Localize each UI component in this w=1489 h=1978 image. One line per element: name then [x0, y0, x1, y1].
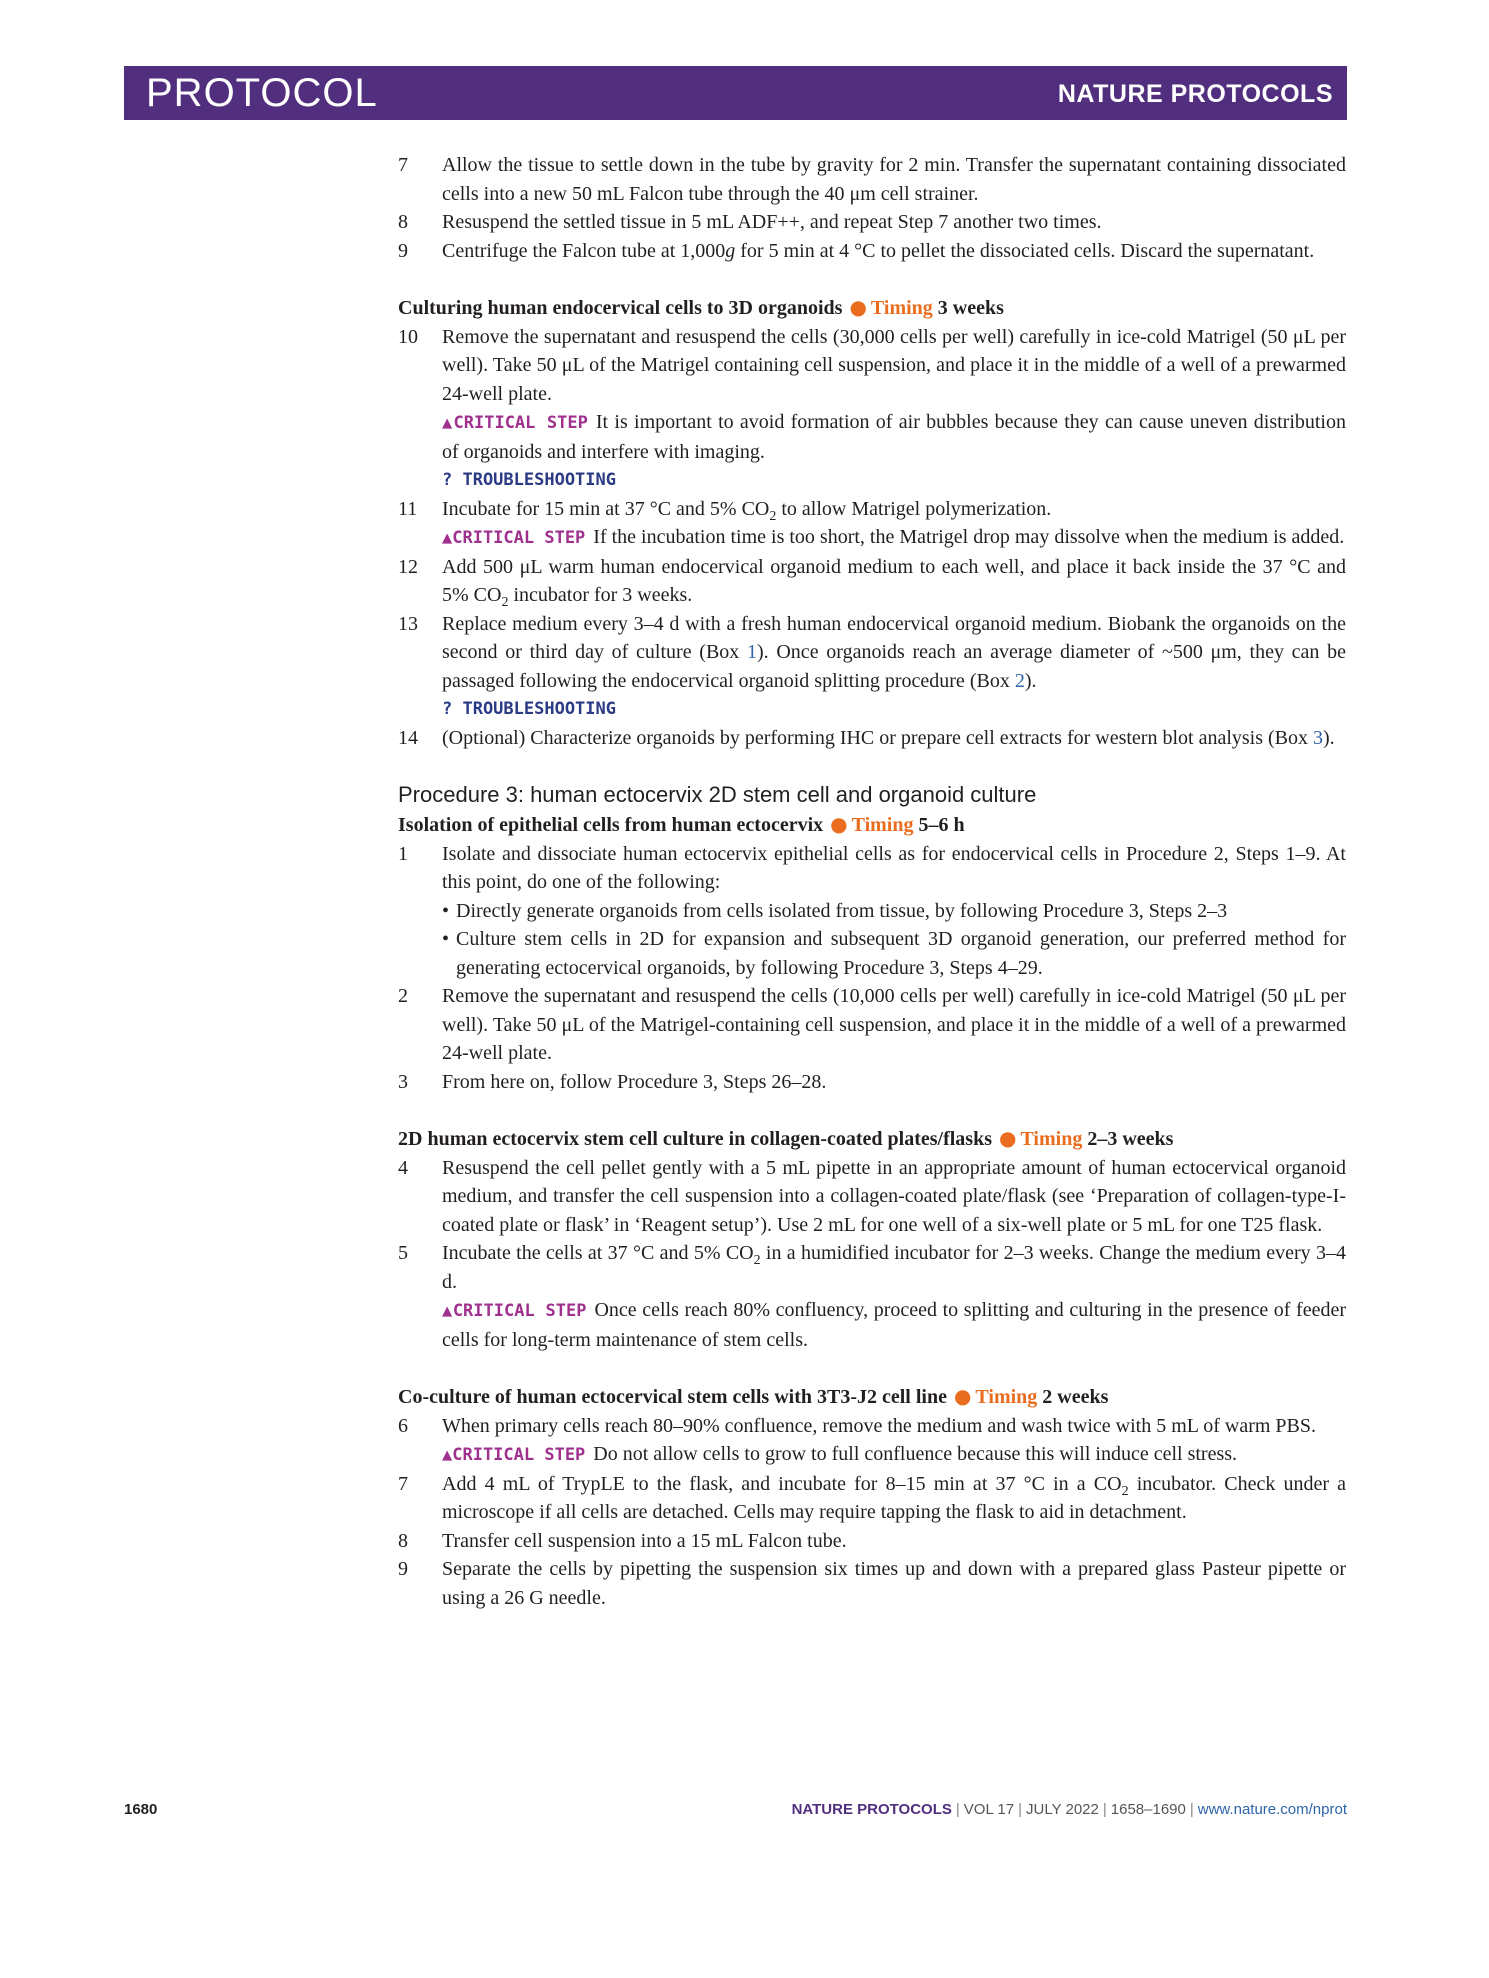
timing-label: Timing: [1020, 1128, 1083, 1150]
footer-separator: |: [955, 1801, 960, 1818]
step-text: Resuspend the settled tissue in 5 mL ADF++, and repeat Step 7 another two times.: [442, 211, 1102, 233]
step-text: Resuspend the cell pellet gently with a 5 mL pipette in an appropriate amount of human ectocervical organoid medium, and transfer the cell suspension into a collagen-coated plate/flask (see ‘Preparation of collagen-type-I-coated plate or flask’ in ‘Reagent setup’). Use 2 mL for one well of a six-well plate or 5 mL for one T25 flask.: [442, 1156, 1346, 1236]
critical-step-label: ▲CRITICAL STEP: [442, 1445, 586, 1465]
page-header: [124, 66, 1347, 120]
step-text: ).: [1024, 669, 1037, 692]
procedure3-step-3: [398, 1068, 1346, 1097]
step-text: Add 500 μL warm human endocervical organoid medium to each well, and place it back inside the 37 °C and 5% CO: [442, 555, 1346, 606]
step-text: in a humidified incubator for 2–3 weeks. Change the medium every 3–4 d.: [442, 1242, 1346, 1293]
step-text: Centrifuge the Falcon tube at 1,000: [442, 239, 726, 262]
step-11: [398, 495, 1346, 524]
troubleshooting-label: ? TROUBLESHOOTING: [442, 699, 616, 719]
step-number: 8: [398, 211, 408, 233]
page-footer: [792, 1801, 1347, 1818]
step-number: 1: [398, 842, 408, 865]
footer-separator: |: [1102, 1801, 1107, 1818]
procedure3-step-8: [398, 1527, 1346, 1556]
step-text: Replace medium every 3–4 d with a fresh human endocervical organoid medium. Biobank the organoids on the second or third day of culture (Box: [442, 612, 1346, 663]
step-text: Isolate and dissociate human ectocervix epithelial cells as for endocervical cells in Procedure 2, Steps 1–9. At this point, do one of the following:: [442, 842, 1346, 893]
bullet-icon: •: [442, 899, 450, 922]
critical-step-label: ▲CRITICAL STEP: [442, 413, 588, 433]
section-title: Isolation of epithelial cells from human ectocervix: [398, 814, 824, 836]
critical-step-text: If the incubation time is too short, the Matrigel drop may dissolve when the medium is added.: [593, 526, 1345, 548]
procedure3-step-2: [398, 982, 1346, 1068]
step-text: Incubate the cells at 37 °C and 5% CO: [442, 1242, 754, 1264]
step-number: 7: [398, 1472, 408, 1495]
step-text: From here on, follow Procedure 3, Steps 26–28.: [442, 1070, 827, 1093]
step-number: 9: [398, 239, 408, 262]
bullet-list: [398, 897, 1346, 983]
critical-step-text: Do not allow cells to grow to full confluence because this will induce cell stress.: [593, 1443, 1238, 1465]
procedure-title: Procedure 3: human ectocervix 2D stem cell and organoid culture: [398, 782, 1037, 807]
subscript: 2: [769, 508, 777, 524]
footer-pages: 1658–1690: [1110, 1801, 1186, 1818]
critical-step-note: [398, 523, 1346, 553]
procedure3-step-6: [398, 1412, 1346, 1441]
footer-date: JULY 2022: [1026, 1801, 1099, 1818]
step-10: [398, 323, 1346, 409]
critical-step-text: It is important to avoid formation of air bubbles because they can cause uneven distribution of organoids and interfere with imaging.: [442, 411, 1346, 463]
step-number: 11: [398, 497, 418, 520]
step-text: When primary cells reach 80–90% confluence, remove the medium and wash twice with 5 mL of warm PBS.: [442, 1414, 1317, 1437]
procedure3-step-7: [398, 1470, 1346, 1527]
timing-dot-icon: ●: [998, 1126, 1017, 1150]
header-section-label: PROTOCOL: [146, 71, 378, 115]
step-8: [398, 208, 1346, 237]
timing-label: Timing: [975, 1386, 1038, 1408]
timing-dot-icon: ●: [830, 812, 848, 836]
step-number: 10: [398, 325, 418, 348]
step-text-italic: g: [725, 239, 736, 262]
step-number: 7: [398, 154, 408, 176]
box-3-link[interactable]: 3: [1313, 726, 1324, 749]
procedure3-step-1: [398, 840, 1346, 897]
step-number: 4: [398, 1156, 408, 1179]
step-number: 14: [398, 726, 418, 749]
step-number: 2: [398, 985, 408, 1007]
section-title: 2D human ectocervix stem cell culture in collagen-coated plates/flasks: [398, 1128, 992, 1150]
critical-step-label: ▲CRITICAL STEP: [442, 1301, 587, 1321]
step-text: incubator for 3 weeks.: [508, 584, 693, 606]
step-14: [398, 724, 1346, 753]
footer-url-link[interactable]: www.nature.com/nprot: [1197, 1801, 1347, 1818]
list-item-text: Directly generate organoids from cells isolated from tissue, by following Procedure 3, Steps 2–3: [456, 899, 1228, 922]
page-number: 1680: [124, 1801, 158, 1818]
subscript: 2: [1121, 1483, 1129, 1499]
step-number: 6: [398, 1414, 408, 1437]
timing-label: Timing: [851, 814, 914, 836]
section-title: Culturing human endocervical cells to 3D organoids: [398, 297, 843, 319]
timing-dot-icon: ●: [953, 1384, 972, 1408]
step-number: 8: [398, 1529, 408, 1552]
critical-step-text: Once cells reach 80% confluency, proceed to splitting and culturing in the presence of feeder cells for long-term maintenance of stem cells.: [442, 1299, 1346, 1351]
troubleshooting-label: ? TROUBLESHOOTING: [442, 470, 616, 490]
footer-separator: |: [1189, 1801, 1194, 1818]
step-text: (Optional) Characterize organoids by performing IHC or prepare cell extracts for western blot analysis (Box: [442, 726, 1314, 749]
critical-step-note: [398, 408, 1346, 466]
subscript: 2: [501, 595, 509, 610]
footer-separator: |: [1018, 1801, 1023, 1818]
critical-step-label: ▲CRITICAL STEP: [442, 528, 586, 548]
step-number: 3: [398, 1070, 408, 1093]
section-title: Co-culture of human ectocervical stem cells with 3T3-J2 cell line: [398, 1386, 947, 1408]
step-text: Transfer cell suspension into a 15 mL Falcon tube.: [442, 1529, 847, 1552]
step-text: Allow the tissue to settle down in the tube by gravity for 2 min. Transfer the supernatant containing dissociated cells into a new 50 mL Falcon tube through the 40 μm cell strainer.: [442, 154, 1346, 205]
section-heading: [398, 1124, 1346, 1154]
step-12: [398, 553, 1346, 610]
step-text: Remove the supernatant and resuspend the cells (10,000 cells per well) carefully in ice-cold Matrigel (50 μL per well). Take 50 μL of the Matrigel-containing cell suspension, and place it in the middle of a well of a prewarmed 24-well plate.: [442, 985, 1346, 1064]
bullet-icon: •: [442, 928, 450, 950]
timing-value: 2 weeks: [1042, 1386, 1109, 1408]
procedure3-step-4: [398, 1154, 1346, 1240]
footer-journal: NATURE PROTOCOLS: [791, 1801, 952, 1818]
timing-dot-icon: ●: [849, 295, 867, 319]
step-text: Incubate for 15 min at 37 °C and 5% CO: [442, 497, 770, 520]
section-heading: [398, 810, 1346, 840]
header-journal-name: NATURE PROTOCOLS: [1057, 80, 1333, 108]
step-text: ).: [1323, 726, 1335, 749]
step-9: [398, 237, 1346, 266]
section-heading: [398, 293, 1346, 323]
timing-value: 5–6 h: [918, 814, 965, 836]
timing-label: Timing: [870, 297, 933, 319]
step-number: 12: [398, 555, 418, 578]
box-1-link[interactable]: 1: [747, 641, 757, 663]
timing-value: 3 weeks: [937, 297, 1004, 319]
step-number: 13: [398, 612, 418, 635]
step-number: 5: [398, 1242, 408, 1264]
page-body: [398, 151, 1346, 1612]
box-2-link[interactable]: 2: [1014, 669, 1025, 692]
step-text: for 5 min at 4 °C to pellet the dissociated cells. Discard the supernatant.: [735, 239, 1315, 262]
step-text: to allow Matrigel polymerization.: [776, 497, 1052, 520]
procedure3-step-5: [398, 1239, 1346, 1296]
step-text: Add 4 mL of TrypLE to the flask, and incubate for 8–15 min at 37 °C in a CO: [442, 1472, 1122, 1495]
list-item: [442, 897, 1346, 926]
step-text: ). Once organoids reach an average diameter of ~500 μm, they can be passaged following the endocervical organoid splitting procedure (Box: [442, 641, 1346, 692]
list-item: [442, 925, 1346, 982]
step-13: [398, 610, 1346, 696]
procedure3-step-9: [398, 1555, 1346, 1612]
footer-volume: VOL 17: [963, 1801, 1015, 1818]
timing-value: 2–3 weeks: [1087, 1128, 1174, 1150]
step-text: Separate the cells by pipetting the suspension six times up and down with a prepared glass Pasteur pipette or using a 26 G needle.: [442, 1558, 1346, 1609]
step-text: Remove the supernatant and resuspend the cells (30,000 cells per well) carefully in ice-cold Matrigel (50 μL per well). Take 50 μL of the Matrigel containing cell suspension, and place it in the middle of a well of a prewarmed 24-well plate.: [442, 325, 1346, 405]
list-item-text: Culture stem cells in 2D for expansion and subsequent 3D organoid generation, our preferred method for generating ectocervical organoids, by following Procedure 3, Steps 4–29.: [456, 928, 1346, 979]
subscript: 2: [753, 1253, 761, 1268]
step-7: [398, 151, 1346, 208]
critical-step-note: [398, 1296, 1346, 1354]
section-heading: [398, 1382, 1346, 1412]
step-text: incubator. Check under a microscope if all cells are detached. Cells may require tapping the flask to aid in detachment.: [442, 1472, 1346, 1523]
step-number: 9: [398, 1558, 408, 1580]
critical-step-note: [398, 1440, 1346, 1470]
